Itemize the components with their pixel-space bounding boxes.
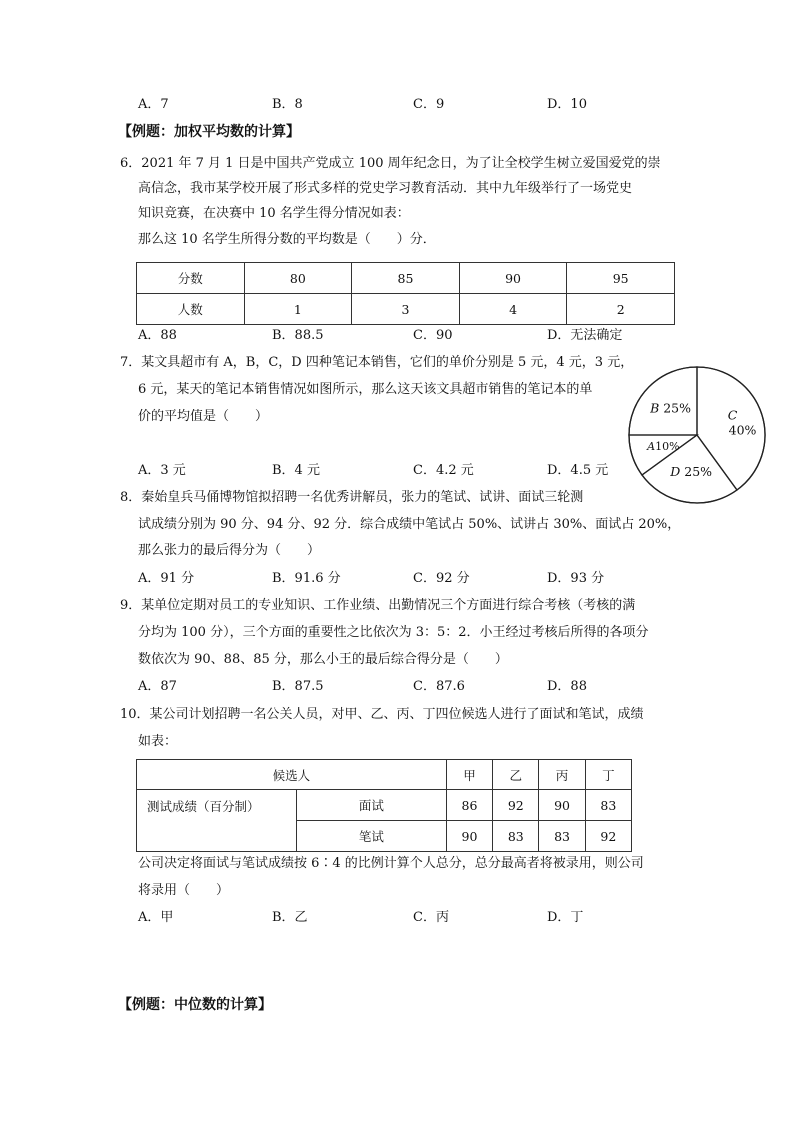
q6-cell: 4 xyxy=(459,294,567,325)
q10-cell: 90 xyxy=(446,821,492,852)
q9-option-b: B．87.5 xyxy=(272,679,324,694)
pie-label-c: C 40% xyxy=(724,407,757,438)
q10-header-cell: 候选人 xyxy=(137,760,447,790)
q10-option-b: B．乙 xyxy=(272,910,308,925)
q10-line-1: 10．某公司计划招聘一名公关人员，对甲、乙、丙、丁四位候选人进行了面试和笔试，成绩 xyxy=(120,707,644,722)
q6-option-b: B．88.5 xyxy=(272,328,324,343)
q6-line-4: 那么这 10 名学生所得分数的平均数是（ ）分． xyxy=(138,232,436,247)
q6-option-c: C．90 xyxy=(413,328,453,343)
q8-option-b: B．91.6 分 xyxy=(272,571,341,586)
pie-label-b: B 25% xyxy=(650,400,692,416)
q7-option-d: D．4.5 元 xyxy=(547,463,609,478)
q9-option-d: D．88 xyxy=(547,679,587,694)
q8-line-2: 试成绩分别为 90 分、94 分、92 分．综合成绩中笔试占 50%、试讲占 30%、面试占 20%， xyxy=(138,517,681,532)
q8-option-a: A．91 分 xyxy=(138,571,195,586)
q7-option-c: C．4.2 元 xyxy=(413,463,474,478)
option-a: A．7 xyxy=(138,97,169,112)
section-heading-weighted-mean: 【例题：加权平均数的计算】 xyxy=(118,124,300,140)
q9-line-1: 9．某单位定期对员工的专业知识、工作业绩、出勤情况三个方面进行综合考核（考核的满 xyxy=(120,598,636,613)
q8-option-c: C．92 分 xyxy=(413,571,470,586)
q10-cell: 90 xyxy=(539,790,585,821)
q6-line-3: 知识竞赛，在决赛中 10 名学生得分情况如表： xyxy=(138,206,410,221)
q10-header-cell: 乙 xyxy=(493,760,539,790)
q10-after-line-2: 将录用（ ） xyxy=(138,883,230,898)
q10-line-2: 如表： xyxy=(138,734,178,749)
q10-option-c: C．丙 xyxy=(413,910,449,925)
q6-line-2: 高信念，我市某学校开展了形式多样的党史学习教育活动．其中九年级举行了一场党史 xyxy=(138,181,633,196)
q10-header-cell: 甲 xyxy=(446,760,492,790)
q10-header-cell: 丙 xyxy=(539,760,585,790)
q10-candidate-table xyxy=(136,759,632,852)
q7-line-2: 6 元，某天的笔记本销售情况如图所示，那么这天该文具超市销售的笔记本的单 xyxy=(138,382,593,397)
q7-line-3: 价的平均值是（ ） xyxy=(138,409,269,424)
q6-cell: 90 xyxy=(459,263,567,294)
q10-cell: 92 xyxy=(585,821,631,852)
section-heading-median: 【例题：中位数的计算】 xyxy=(118,997,272,1013)
q6-cell: 3 xyxy=(352,294,460,325)
q7-option-a: A．3 元 xyxy=(138,463,186,478)
option-d: D．10 xyxy=(547,97,587,112)
q7-line-1: 7．某文具超市有 A，B，C，D 四种笔记本销售，它们的单价分别是 5 元，4 元，3 元， xyxy=(120,355,634,370)
q6-option-d: D．无法确定 xyxy=(547,328,623,343)
option-b: B．8 xyxy=(272,97,303,112)
sales-pie-chart xyxy=(624,362,770,508)
q10-group-label: 测试成绩（百分制） xyxy=(137,790,297,852)
q10-after-line-1: 公司决定将面试与笔试成绩按 6∶4 的比例计算个人总分，总分最高者将被录用，则公司 xyxy=(138,856,644,871)
q6-cell: 1 xyxy=(244,294,352,325)
q7-option-b: B．4 元 xyxy=(272,463,320,478)
q6-cell: 人数 xyxy=(137,294,245,325)
q6-cell: 95 xyxy=(567,263,675,294)
q10-cell: 83 xyxy=(585,790,631,821)
q9-line-2: 分均为 100 分），三个方面的重要性之比依次为 3：5：2．小王经过考核后所得的各项分 xyxy=(138,625,649,640)
q10-cell: 92 xyxy=(493,790,539,821)
q10-header-cell: 丁 xyxy=(585,760,631,790)
option-c: C．9 xyxy=(413,97,445,112)
q9-line-3: 数依次为 90、88、85 分，那么小王的最后综合得分是（ ） xyxy=(138,652,508,667)
q8-line-3: 那么张力的最后得分为（ ） xyxy=(138,543,321,558)
q9-option-a: A．87 xyxy=(138,679,177,694)
q6-cell: 85 xyxy=(352,263,460,294)
q9-option-c: C．87.6 xyxy=(413,679,465,694)
q8-line-1: 8．秦始皇兵马俑博物馆拟招聘一名优秀讲解员，张力的笔试、试讲、面试三轮测 xyxy=(120,490,584,505)
q10-row-label: 笔试 xyxy=(296,821,446,852)
q6-cell: 80 xyxy=(244,263,352,294)
pie-label-d: D 25% xyxy=(670,463,713,479)
q6-score-table xyxy=(136,262,675,325)
q6-option-a: A．88 xyxy=(138,328,177,343)
q6-cell: 分数 xyxy=(137,263,245,294)
q10-cell: 86 xyxy=(446,790,492,821)
q10-option-a: A．甲 xyxy=(138,910,174,925)
q10-cell: 83 xyxy=(539,821,585,852)
q6-cell: 2 xyxy=(567,294,675,325)
q6-line-1: 6．2021 年 7 月 1 日是中国共产党成立 100 周年纪念日，为了让全校学生树立爱国爱党的崇 xyxy=(120,156,661,171)
q10-row-label: 面试 xyxy=(296,790,446,821)
q10-option-d: D．丁 xyxy=(547,910,584,925)
q8-option-d: D．93 分 xyxy=(547,571,605,586)
q10-cell: 83 xyxy=(493,821,539,852)
pie-label-a: A10% xyxy=(647,439,680,453)
